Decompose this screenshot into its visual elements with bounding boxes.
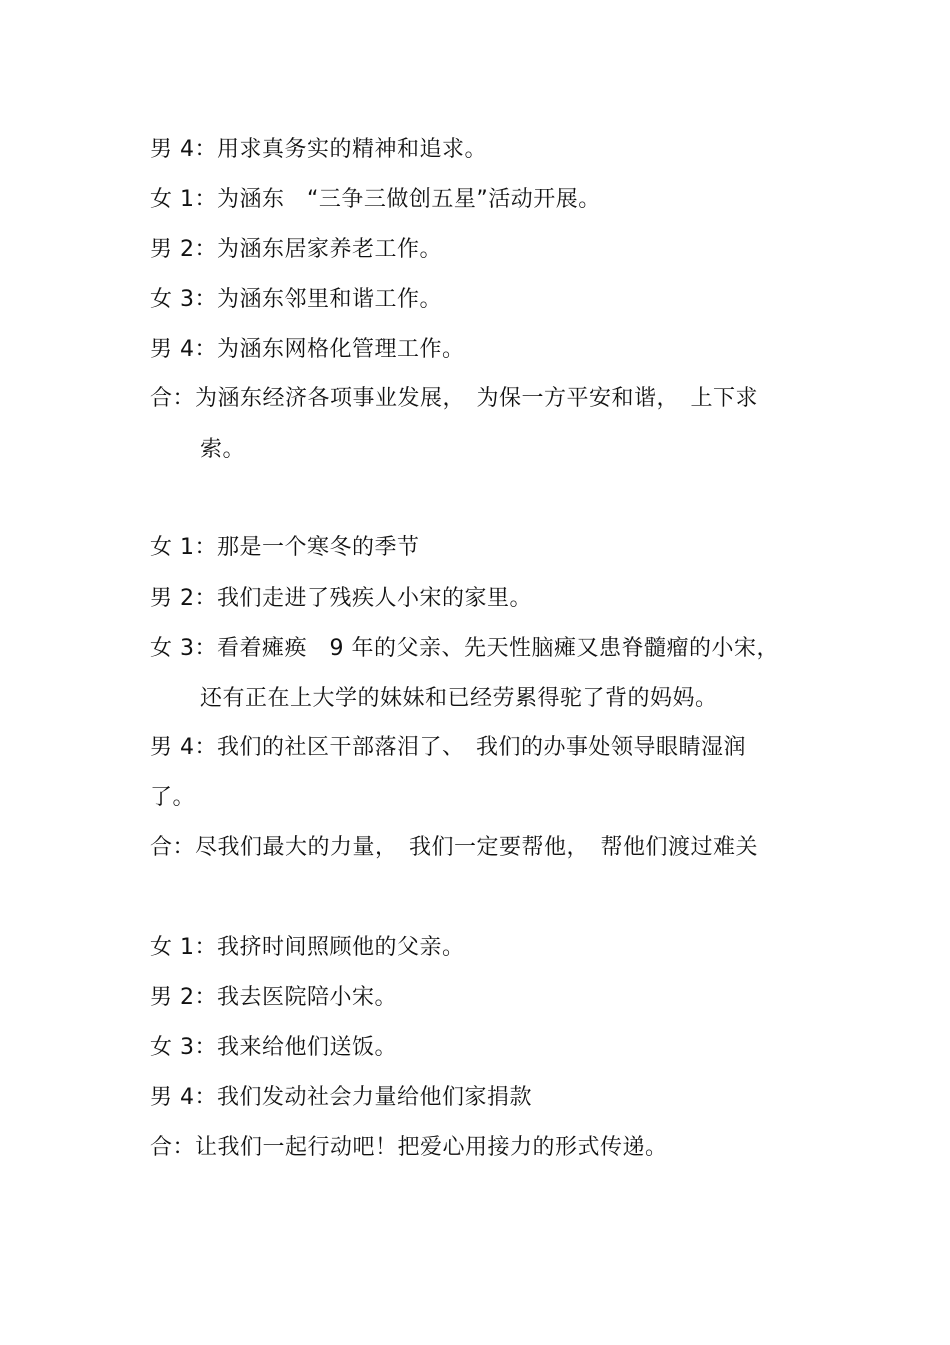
script-line-continuation: 还有正在上大学的妹妹和已经劳累得驼了背的妈妈。 [200, 686, 718, 711]
script-line: 男 2：为涵东居家养老工作。 [150, 237, 442, 262]
script-line: 男 4：用求真务实的精神和追求。 [150, 137, 487, 162]
script-line-continuation: 索。 [200, 437, 246, 462]
script-line: 合：让我们一起行动吧！把爱心用接力的形式传递。 [150, 1135, 668, 1160]
script-line: 女 1：为涵东 “三争三做创五星”活动开展。 [150, 187, 601, 212]
script-line: 男 2：我去医院陪小宋。 [150, 985, 397, 1010]
script-line: 男 4：为涵东网格化管理工作。 [150, 337, 465, 362]
script-line: 合：为涵东经济各项事业发展， 为保一方平安和谐， 上下求 [150, 386, 759, 411]
script-line: 合：尽我们最大的力量， 我们一定要帮他， 帮他们渡过难关 [150, 835, 759, 860]
script-line: 女 3：为涵东邻里和谐工作。 [150, 287, 442, 312]
script-line-continuation: 了。 [150, 785, 196, 810]
script-line: 女 3：我来给他们送饭。 [150, 1035, 397, 1060]
script-line: 女 1：我挤时间照顾他的父亲。 [150, 935, 465, 960]
script-line: 女 1：那是一个寒冬的季节 [150, 535, 420, 560]
script-line: 男 2：我们走进了残疾人小宋的家里。 [150, 586, 532, 611]
script-line: 女 3：看着瘫痪 9 年的父亲、先天性脑瘫又患脊髓瘤的小宋， [150, 636, 779, 661]
script-line: 男 4：我们的社区干部落泪了、 我们的办事处领导眼睛湿润 [150, 735, 746, 760]
script-line: 男 4：我们发动社会力量给他们家捐款 [150, 1085, 532, 1110]
